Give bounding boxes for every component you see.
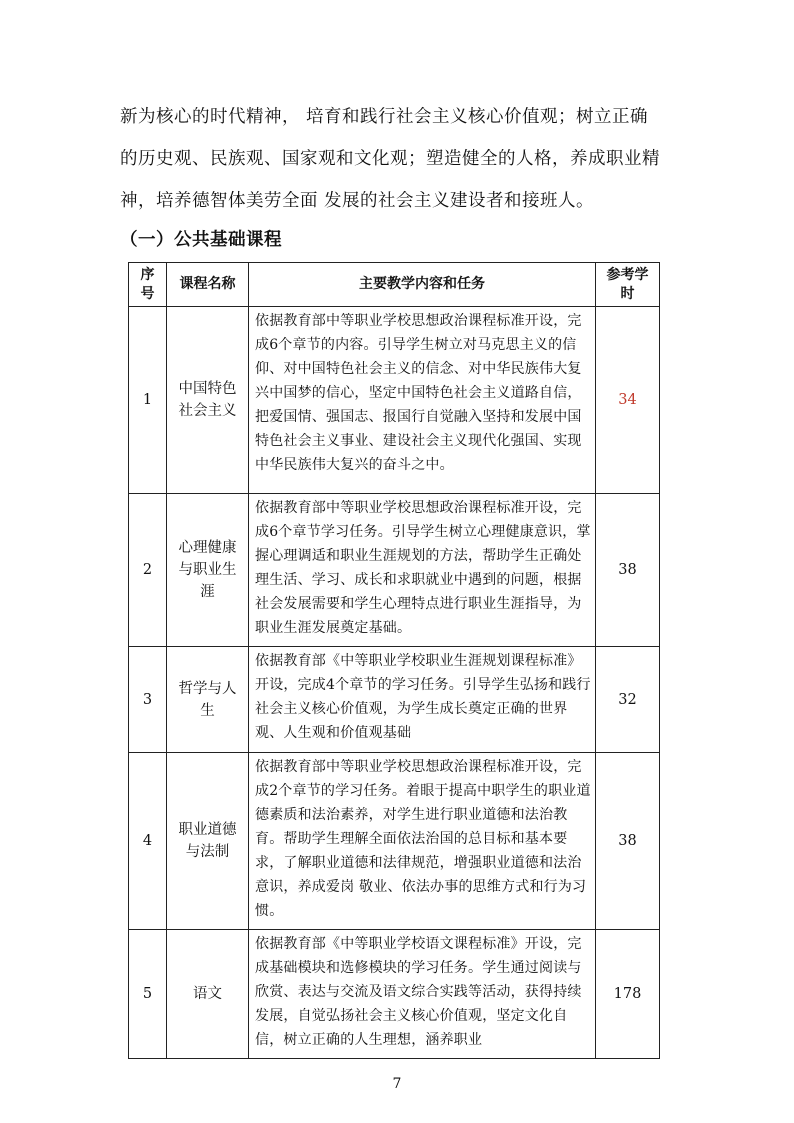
row-course-name: 职业道德与法制 (167, 753, 249, 930)
row-hours: 38 (596, 494, 660, 647)
table-row (129, 930, 660, 1059)
header-content: 主要教学内容和任务 (249, 263, 596, 307)
course-table (128, 262, 660, 1059)
row-course-name: 中国特色社会主义 (167, 307, 249, 494)
row-hours: 32 (596, 647, 660, 753)
row-content: 依据教育部中等职业学校思想政治课程标准开设，完成2个章节的学习任务。着眼于提高中职学生的职业道德素质和法治素养，对学生进行职业道德和法治教育。帮助学生理解全面依法治国的总目标和基本要求，了解职业道德和法律规范，增强职业道德和法治意识，养成爱岗 敬业、依法办事的思维方式和行为习惯。 (249, 753, 596, 930)
row-hours: 38 (596, 753, 660, 930)
row-hours: 178 (596, 930, 660, 1059)
header-hours: 参考学时 (596, 263, 660, 307)
intro-line: 神，培养德智体美劳全面 发展的社会主义建设者和接班人。 (120, 191, 595, 211)
section-title: （一）公共基础课程 (120, 230, 282, 250)
row-index: 4 (129, 753, 167, 930)
row-index: 2 (129, 494, 167, 647)
page-number: 7 (392, 1076, 402, 1092)
header-index: 序号 (129, 263, 167, 307)
table-row (129, 753, 660, 930)
row-content: 依据教育部《中等职业学校语文课程标准》开设，完成基础模块和选修模块的学习任务。学生通过阅读与欣赏、表达与交流及语文综合实践等活动，获得持续发展，自觉弘扬社会主义核心价值观，坚定文化自信，树立正确的人生理想，涵养职业 (249, 930, 596, 1059)
row-hours: 34 (596, 307, 660, 494)
row-index: 5 (129, 930, 167, 1059)
row-course-name: 语文 (167, 930, 249, 1059)
table-row (129, 647, 660, 753)
row-course-name: 心理健康与职业生涯 (167, 494, 249, 647)
header-course-name: 课程名称 (167, 263, 249, 307)
row-content: 依据教育部《中等职业学校职业生涯规划课程标准》开设，完成4个章节的学习任务。引导学生弘扬和践行社会主义核心价值观，为学生成长奠定正确的世界观、人生观和价值观基础 (249, 647, 596, 753)
row-course-name: 哲学与人生 (167, 647, 249, 753)
table-row (129, 307, 660, 494)
intro-paragraph (120, 96, 680, 222)
row-content: 依据教育部中等职业学校思想政治课程标准开设，完成6个章节学习任务。引导学生树立心理健康意识，掌握心理调适和职业生涯规划的方法，帮助学生正确处理生活、学习、成长和求职就业中遇到的问题，根据社会发展需要和学生心理特点进行职业生涯指导，为职业生涯发展奠定基础。 (249, 494, 596, 647)
intro-line: 的历史观、民族观、国家观和文化观；塑造健全的人格，养成职业精 (120, 149, 660, 169)
table-row (129, 494, 660, 647)
intro-line: 新为核心的时代精神， 培育和践行社会主义核心价值观；树立正确 (120, 107, 649, 127)
row-index: 1 (129, 307, 167, 494)
row-index: 3 (129, 647, 167, 753)
table-header-row (129, 263, 660, 307)
row-content: 依据教育部中等职业学校思想政治课程标准开设，完成6个章节的内容。引导学生树立对马克思主义的信仰、对中国特色社会主义的信念、对中华民族伟大复兴中国梦的信心，坚定中国特色社会主义道路自信，把爱国情、强国志、报国行自觉融入坚持和发展中国特色社会主义事业、建设社会主义现代化强国、实现中华民族伟大复兴的奋斗之中。 (249, 307, 596, 494)
